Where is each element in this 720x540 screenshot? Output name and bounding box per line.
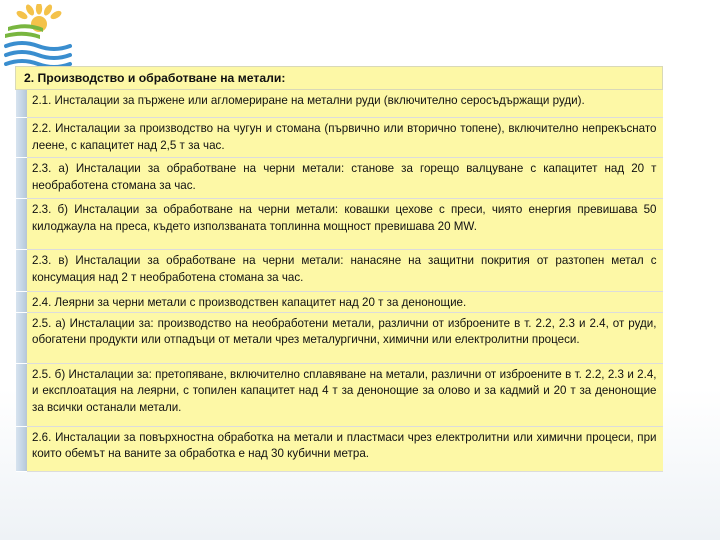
sun-waves-logo-icon xyxy=(2,4,72,66)
table-cell: 2.5. а) Инсталации за: производство на необработени метали, различни от изброените в т. 2.2, 2.3 и 2.4, от руди, обогатени продукти или отпадъци от метали чрез металургични, химични или електролитни процеси. xyxy=(27,312,663,363)
row-side-strip xyxy=(16,250,27,292)
row-side-strip xyxy=(16,312,27,363)
table-row xyxy=(16,312,663,363)
row-side-strip xyxy=(16,90,27,118)
table-row xyxy=(16,199,663,250)
table-row xyxy=(16,118,663,158)
table-row xyxy=(16,292,663,313)
table-cell: 2.6. Инсталации за повърхностна обработка на метали и пластмаси чрез електролитни или химични процеси, при които обемът на ваните за обработка е над 30 кубични метра. xyxy=(27,426,663,471)
table-cell: 2.3. б) Инсталации за обработване на черни метали: ковашки цехове с преси, чиято енергия превишава 50 килоджаула на преса, където използваната топлинна мощност превишава 20 MW. xyxy=(27,199,663,250)
water-waves xyxy=(6,43,70,66)
section-heading: 2. Производство и обработване на метали: xyxy=(16,67,663,90)
row-side-strip xyxy=(16,426,27,471)
row-side-strip xyxy=(16,158,27,199)
row-side-strip xyxy=(16,292,27,313)
row-side-strip xyxy=(16,363,27,426)
table-cell: 2.4. Леярни за черни метали с производствен капацитет над 20 т за денонощие. xyxy=(27,292,663,313)
table-row xyxy=(16,426,663,471)
table-row xyxy=(16,250,663,292)
table-cell: 2.2. Инсталации за производство на чугун и стомана (първично или вторично топене), включително непрекъснато леене, с капацитет над 2,5 т за час. xyxy=(27,118,663,158)
table-row xyxy=(16,90,663,118)
table-cell: 2.3. а) Инсталации за обработване на черни метали: станове за горещо валцуване с капацитет над 20 т необработена стомана за час. xyxy=(27,158,663,199)
row-side-strip xyxy=(16,199,27,250)
row-side-strip xyxy=(16,118,27,158)
table-cell: 2.1. Инсталации за пържене или агломериране на метални руди (включително серосъдържащи руди). xyxy=(27,90,663,118)
metals-table xyxy=(15,66,663,472)
table-cell: 2.3. в) Инсталации за обработване на черни метали: нанасяне на защитни покрития от разтопен метал с консумация над 2 т необработена стомана за час. xyxy=(27,250,663,292)
table-cell: 2.5. б) Инсталации за: претопяване, включително сплавяване на метали, различни от изброените в т. 2.2, 2.3 и 2.4, и експлоатация на леярни, с топилен капацитет над 4 т за денонощие за олово и за кадмий и 20 т за денонощие за всички останали метали. xyxy=(27,363,663,426)
table-header-row xyxy=(16,67,663,90)
table-row xyxy=(16,158,663,199)
table-row xyxy=(16,363,663,426)
